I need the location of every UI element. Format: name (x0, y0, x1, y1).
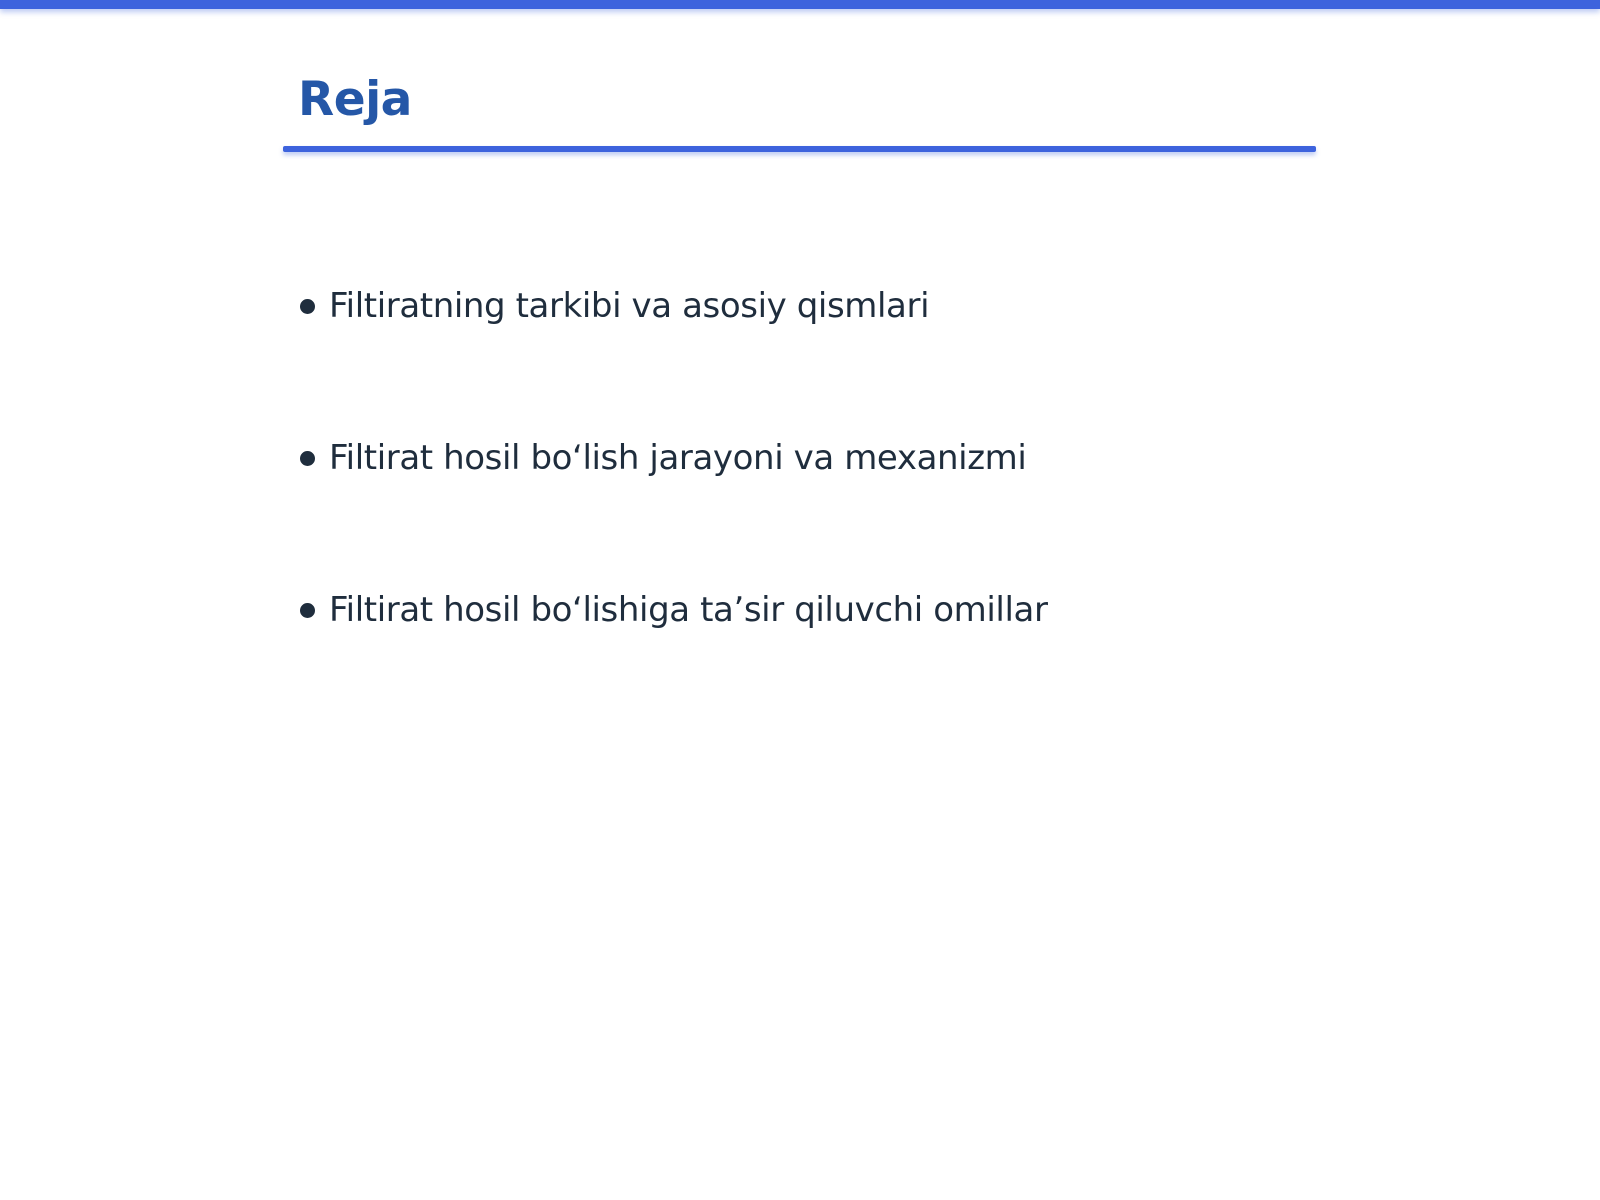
bullet-text: Filtiratning tarkibi va asosiy qismlari (329, 286, 930, 326)
bullet-text: Filtirat hosil bo‘lishiga ta’sir qiluvchi omillar (329, 590, 1048, 630)
bullet-icon (300, 451, 315, 466)
top-accent-bar (0, 0, 1600, 9)
bullet-list (300, 278, 1048, 734)
list-item (300, 430, 1048, 582)
title-underline (283, 146, 1316, 152)
bullet-icon (300, 603, 315, 618)
bullet-text: Filtirat hosil bo‘lish jarayoni va mexanizmi (329, 438, 1027, 478)
list-item (300, 582, 1048, 734)
bullet-icon (300, 299, 315, 314)
slide-title: Reja (298, 72, 412, 127)
list-item (300, 278, 1048, 430)
